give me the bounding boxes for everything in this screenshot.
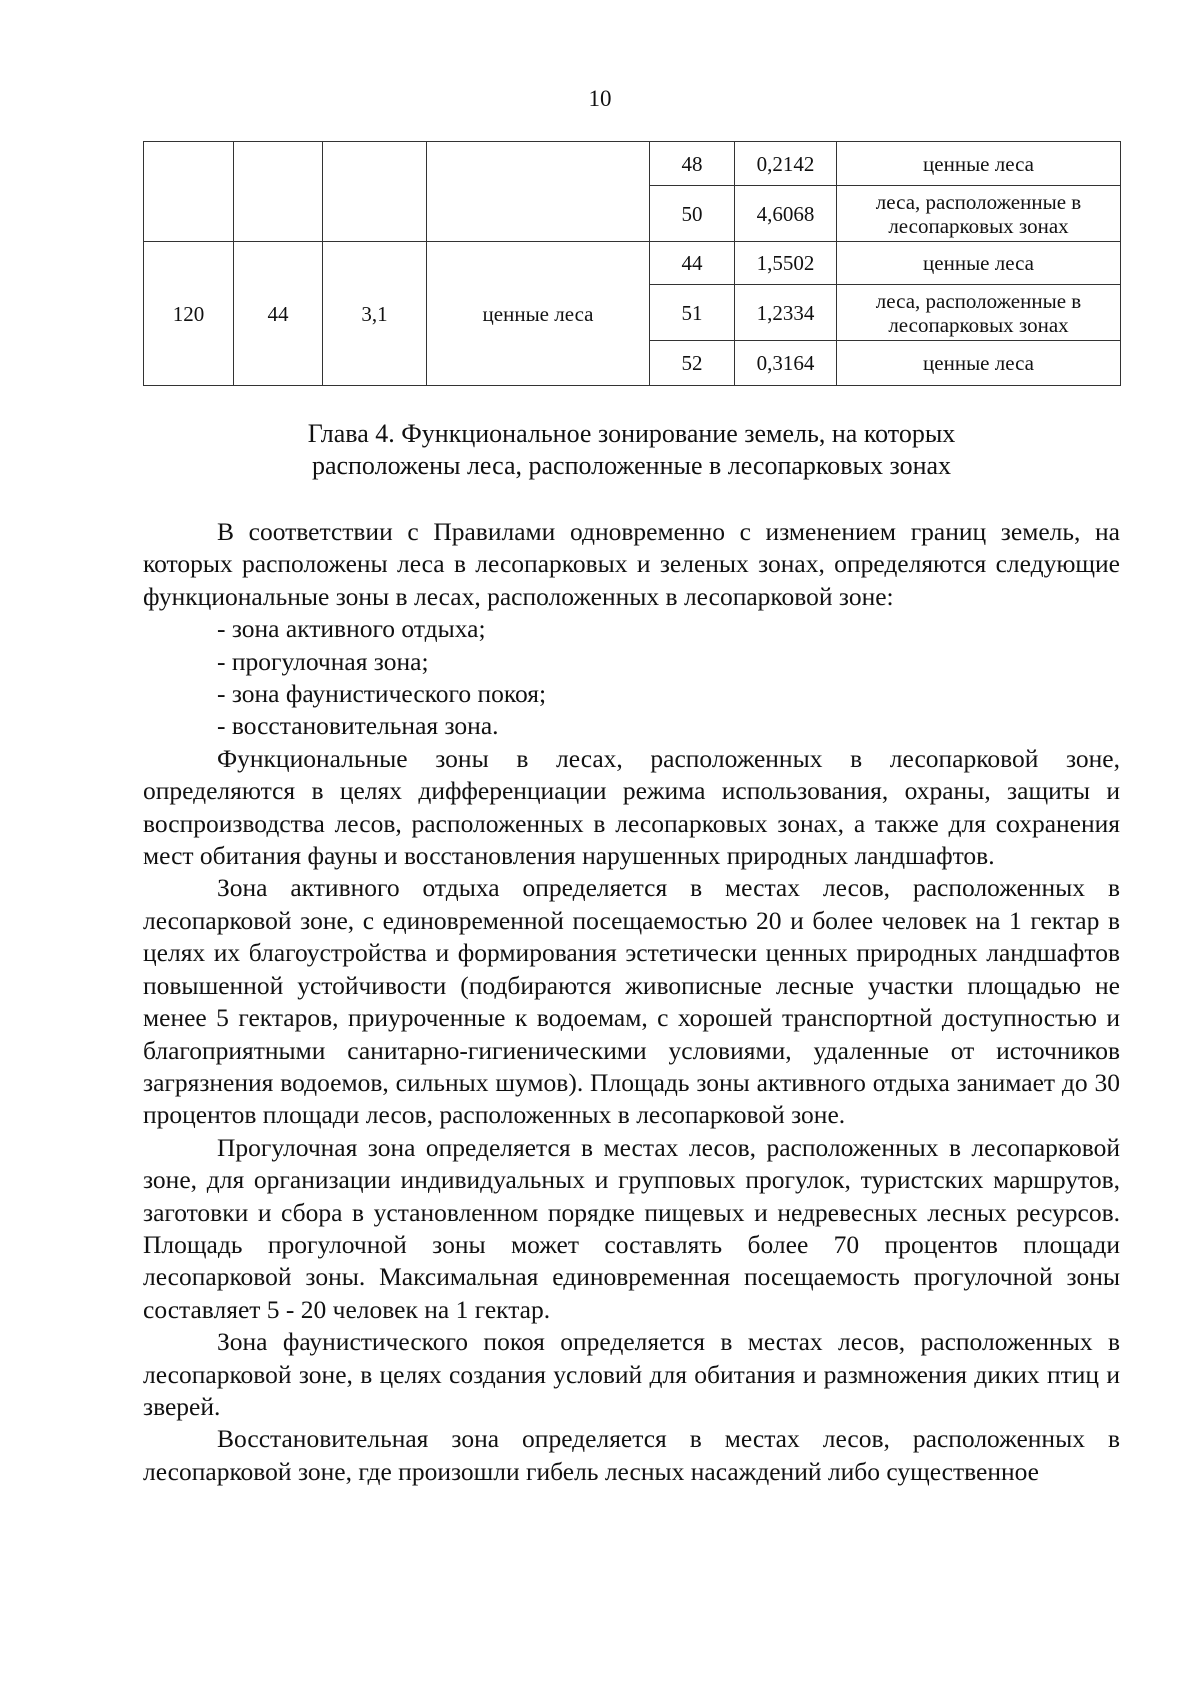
table-cell: 3,1 <box>323 242 427 386</box>
table-row <box>144 142 1121 186</box>
table-cell: 44 <box>234 242 323 386</box>
zoning-table <box>143 141 1121 386</box>
table-cell: леса, расположенные в лесопарковых зонах <box>837 186 1121 242</box>
paragraph: Функциональные зоны в лесах, расположенных в лесопарковой зоне, определяются в целях дифференциации режима использования, охраны, защиты и воспроизводства лесов, расположенных в лесопарковых зонах, а также для сохранения мест обитания фауны и восстановления нарушенных природных ландшафтов. <box>143 743 1120 871</box>
list-item: - прогулочная зона; <box>217 646 429 676</box>
paragraph: Зона фаунистического покоя определяется в местах лесов, расположенных в лесопарковой зоне, в целях создания условий для обитания и размножения диких птиц и зверей. <box>143 1327 1120 1421</box>
list-item: - восстановительная зона. <box>217 711 499 741</box>
table-cell: ценные леса <box>837 341 1121 386</box>
table-cell: ценные леса <box>837 142 1121 186</box>
table-cell: 1,2334 <box>735 285 837 341</box>
table-cell: 44 <box>650 242 735 285</box>
table-row <box>144 242 1121 285</box>
table-cell: 50 <box>650 186 735 242</box>
paragraph: Восстановительная зона определяется в местах лесов, расположенных в лесопарковой зоне, где произошли гибель лесных насаждений либо существенное <box>143 1424 1120 1486</box>
table-cell: леса, расположенные в лесопарковых зонах <box>837 285 1121 341</box>
table-cell: 52 <box>650 341 735 386</box>
table-cell: ценные леса <box>837 242 1121 285</box>
table-cell: 51 <box>650 285 735 341</box>
table-cell: 1,5502 <box>735 242 837 285</box>
table-cell <box>427 142 650 242</box>
list-item: - зона активного отдыха; <box>217 614 486 644</box>
table-cell: 0,3164 <box>735 341 837 386</box>
table-cell: 4,6068 <box>735 186 837 242</box>
table-cell: 120 <box>144 242 234 386</box>
table-cell: 48 <box>650 142 735 186</box>
paragraph: Прогулочная зона определяется в местах лесов, расположенных в лесопарковой зоне, для организации индивидуальных и групповых прогулок, туристских маршрутов, заготовки и сбора в установленном порядке пищевых и недревесных лесных ресурсов. Площадь прогулочной зоны может составлять более 70 процентов площади лесопарковой зоны. Максимальная единовременная посещаемость прогулочной зоны составляет 5 - 20 человек на 1 гектар. <box>143 1132 1120 1324</box>
body-text <box>143 516 1120 1488</box>
table-cell: 0,2142 <box>735 142 837 186</box>
chapter-title-line: расположены леса, расположенные в лесопарковых зонах <box>311 451 952 480</box>
list-item: - зона фаунистического покоя; <box>217 679 547 709</box>
table-cell <box>144 142 234 242</box>
table-cell <box>234 142 323 242</box>
page-number: 10 <box>588 86 612 111</box>
table-cell <box>323 142 427 242</box>
paragraph: Зона активного отдыха определяется в местах лесов, расположенных в лесопарковой зоне, с единовременной посещаемостью 20 и более человек на 1 гектар в целях их благоустройства и формирования эстетически ценных природных ландшафтов повышенной устойчивости (подбираются живописные лесные участки площадью не менее 5 гектаров, приуроченные к водоемам, с хорошей транспортной доступностью и благоприятными санитарно-гигиеническими условиями, удаленные от источников загрязнения водоемов, сильных шумов). Площадь зоны активного отдыха занимает до 30 процентов площади лесов, расположенных в лесопарковой зоне. <box>143 873 1120 1130</box>
chapter-title <box>143 418 1120 482</box>
paragraph: В соответствии с Правилами одновременно с изменением границ земель, на которых расположены леса в лесопарковых и зеленых зонах, определяются следующие функциональные зоны в лесах, расположенных в лесопарковой зоне: <box>143 517 1120 611</box>
table-cell: ценные леса <box>427 242 650 386</box>
chapter-title-line: Глава 4. Функциональное зонирование земель, на которых <box>307 419 956 448</box>
